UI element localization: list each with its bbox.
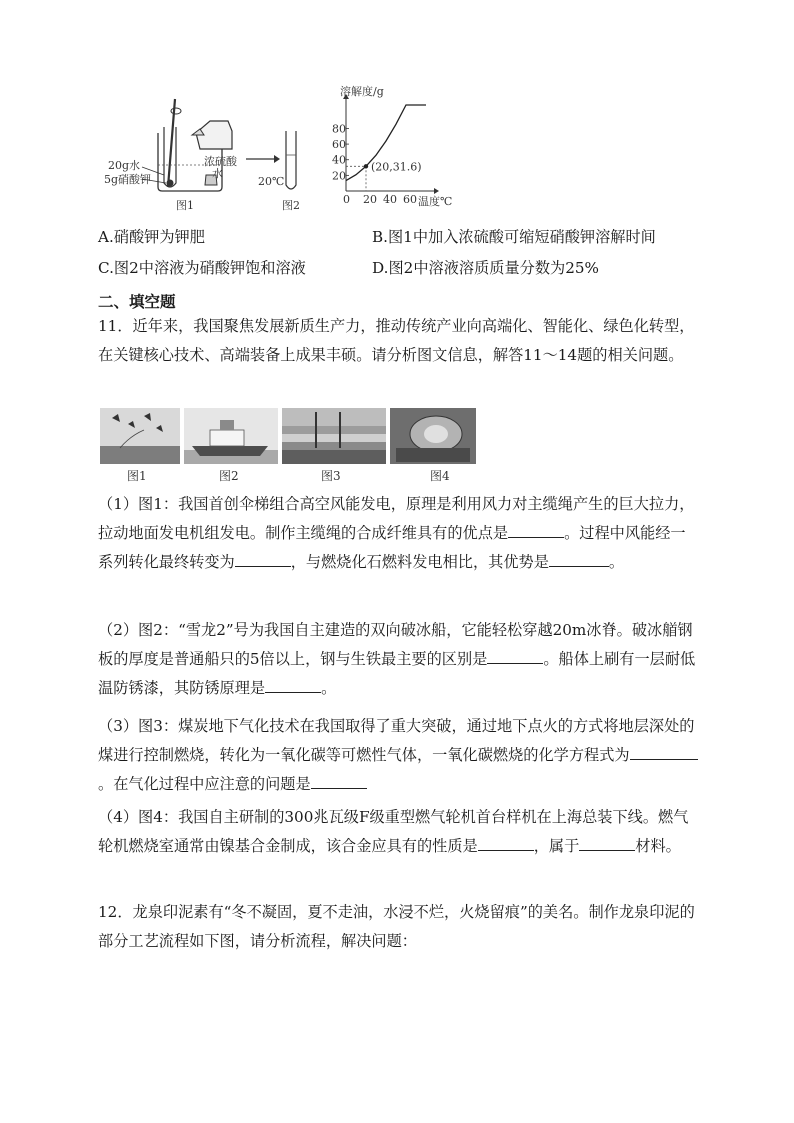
photo-caption-4: 图4 <box>430 469 450 483</box>
answer-blank-5[interactable] <box>265 677 321 693</box>
q11-part3-text-a: （3）图3：煤炭地下气化技术在我国取得了重大突破，通过地下点火的方式将地层深处的煤进行控制燃烧，转化为一氧化碳等可燃性气体，一氧化碳燃烧的化学方程式为 <box>98 717 695 764</box>
q11-part2-text-a: （2）图2：“雪龙2”号为我国自主建造的双向破冰船，它能轻松穿越20m冰脊。破冰艏钢板的厚度是普通船只的5倍以上，钢与生铁最主要的区别是 <box>98 621 693 668</box>
photo-caption-1: 图1 <box>127 469 147 483</box>
answer-blank-7[interactable] <box>311 773 367 789</box>
photo-strip <box>100 408 476 483</box>
photo-kite-power <box>100 408 180 464</box>
point-annotation: (20,31.6) <box>371 160 422 174</box>
answer-blank-9[interactable] <box>579 835 635 851</box>
fig2-test-tube <box>286 131 296 189</box>
q11-part4 <box>98 803 698 861</box>
option-d[interactable]: D.图2中溶液溶质质量分数为25% <box>372 259 599 277</box>
photo-icebreaker <box>184 408 278 464</box>
y-tick-label: 60 <box>332 138 346 152</box>
q11-part4-text-b: ，属于 <box>533 837 580 855</box>
q12-text: 12．龙泉印泥素有“冬不凝固，夏不走油，水浸不烂，火烧留痕”的美名。制作龙泉印泥的部分工艺流程如下图，请分析流程，解决问题： <box>98 903 695 950</box>
y-tick-label: 80 <box>332 122 346 136</box>
photo-caption-2: 图2 <box>219 469 239 483</box>
rod-rotation-mark <box>171 108 181 114</box>
option-a[interactable]: A.硝酸钾为钾肥 <box>98 228 205 246</box>
label-acid: 浓硫酸 <box>204 155 237 168</box>
x-tick-label: 40 <box>383 193 397 206</box>
q11-part1 <box>98 490 698 577</box>
photo-caption-3: 图3 <box>321 469 341 483</box>
option-c[interactable]: C.图2中溶液为硝酸钾饱和溶液 <box>98 259 306 277</box>
label-kno3: 5g硝酸钾 <box>104 173 152 186</box>
x-tick-label: 0 <box>343 193 350 206</box>
photo-coal-gasification <box>282 408 386 464</box>
answer-blank-3[interactable] <box>549 551 597 567</box>
q11-part1-text-c: ，与燃烧化石燃料发电相比，其优势是 <box>290 553 549 571</box>
x-tick-label: 60 <box>403 193 417 206</box>
solubility-chart <box>332 84 452 208</box>
label-water: 20g水 <box>108 159 141 172</box>
q11-intro: 11．近年来，我国聚焦发展新质生产力，推动传统产业向高端化、智能化、绿色化转型，在关键核心技术、高端装备上成果丰硕。请分析图文信息，解答11～14题的相关问题。 <box>98 317 695 364</box>
data-point <box>364 164 368 168</box>
answer-blank-1[interactable] <box>508 522 564 538</box>
answer-blank-8[interactable] <box>478 835 534 851</box>
q11-part1-text-a: （1）图1：我国首创伞梯组合高空风能发电，原理是利用风力对主缆绳产生的巨大拉力，拉动地面发电机组发电。制作主缆绳的合成纤维具有的优点是 <box>98 495 695 542</box>
q11-part2 <box>98 616 698 703</box>
q11-part2-text-b: 。船体上刷有一层耐低温防锈漆，其防锈原理是 <box>98 650 696 697</box>
fig1-caption: 图1 <box>176 199 194 212</box>
experiment-figure <box>100 85 480 215</box>
option-b[interactable]: B.图1中加入浓硫酸可缩短硝酸钾溶解时间 <box>372 228 656 246</box>
answer-blank-6[interactable] <box>642 744 698 760</box>
q11-part3 <box>98 712 698 799</box>
q11-part2-text-c: 。 <box>321 679 337 697</box>
answer-blank-3b[interactable] <box>597 551 609 567</box>
y-axis-label: 溶解度/g <box>340 85 384 98</box>
y-tick-label: 40 <box>332 153 346 167</box>
answer-blank-4[interactable] <box>487 648 543 664</box>
fig2-caption: 图2 <box>282 199 300 212</box>
x-axis-label: 温度℃ <box>418 195 453 208</box>
photo-gas-turbine <box>390 408 476 464</box>
label-water2: 水 <box>212 167 223 180</box>
y-tick-label: 20 <box>332 169 346 183</box>
answer-blank-6a[interactable] <box>630 744 642 760</box>
x-axis-arrow <box>434 188 439 194</box>
fig2-temp: 20℃ <box>258 175 285 188</box>
kno3-solid <box>167 180 174 187</box>
q11-part1-text-d: 。 <box>608 553 625 571</box>
q11-part4-text-c: 材料。 <box>635 837 681 855</box>
section-title: 二、填空题 <box>98 293 176 311</box>
answer-blank-2[interactable] <box>235 551 291 567</box>
q11-part1-text-b: 。过程中风能经一系列转化最终转变为 <box>98 524 686 571</box>
q11-part3-text-b: 。在气化过程中应注意的问题是 <box>98 775 311 793</box>
x-tick-label: 20 <box>363 193 377 206</box>
q11-part4-text-a: （4）图4：我国自主研制的300兆瓦级F级重型燃气轮机首台样机在上海总装下线。燃气轮机燃烧室通常由镍基合金制成，该合金应具有的性质是 <box>98 808 689 855</box>
